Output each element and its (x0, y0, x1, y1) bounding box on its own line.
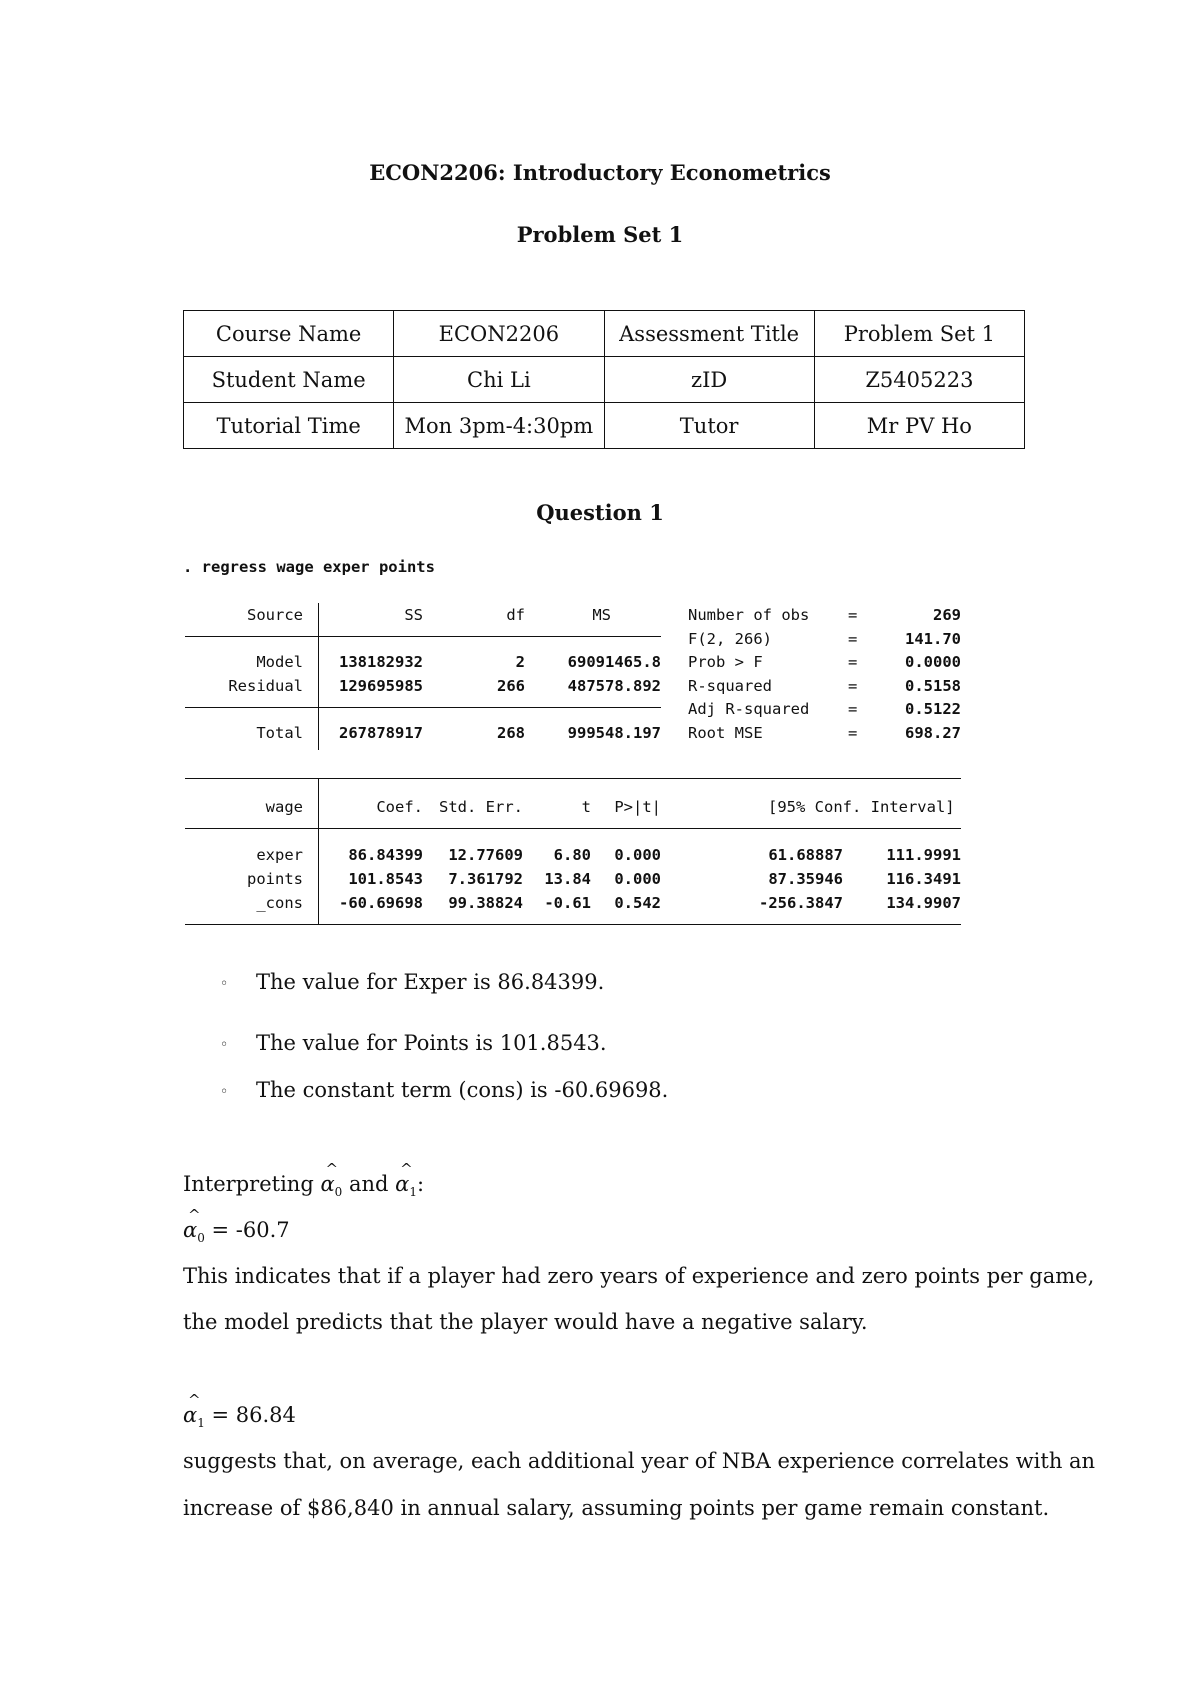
stat-label: Adj R-squared (688, 700, 810, 718)
coef-ci-high: 134.9907 (886, 894, 961, 912)
assessment-title-label: Assessment Title (604, 311, 814, 357)
stat-row (183, 653, 963, 675)
stat-row (183, 630, 963, 652)
coef-divider (318, 778, 319, 924)
coef-header-coef: Coef. (376, 798, 423, 816)
table-row (184, 403, 1025, 449)
anova-df: 2 (515, 653, 525, 671)
alpha1-symbol: ^ $\alpha_1$ (395, 1172, 417, 1199)
stat-label: F(2, 266) (688, 630, 772, 648)
tutor-value: Mr PV Ho (814, 403, 1024, 449)
anova-ss: 267878917 (339, 724, 423, 742)
coef-var: points (247, 870, 303, 888)
tutorial-time-value: Mon 3pm-4:30pm (394, 403, 604, 449)
alpha0-symbol: ^ $\alpha_0$ (320, 1172, 342, 1199)
alpha1-text-line1: suggests that, on average, each additional year of NBA experience correlates with an (183, 1449, 1096, 1473)
anova-df: 268 (497, 724, 525, 742)
stat-value: 141.70 (905, 630, 961, 648)
alpha0-text-line2: the model predicts that the player would have a negative salary. (183, 1310, 868, 1334)
anova-header-ms: MS (592, 606, 611, 624)
coef-p: 0.000 (614, 870, 661, 888)
stat-eq: = (848, 630, 858, 648)
coef-header-t: t (581, 798, 591, 816)
stat-value: 0.0000 (905, 653, 961, 671)
stat-value: 269 (933, 606, 961, 624)
zid-value: Z5405223 (814, 357, 1024, 403)
alpha0-equation (183, 1218, 290, 1245)
stat-value: 0.5158 (905, 677, 961, 695)
heading-mid: and (348, 1172, 389, 1196)
stat-value: 0.5122 (905, 700, 961, 718)
anova-source: Residual (228, 677, 303, 695)
interpretation-heading (183, 1172, 424, 1199)
stat-eq: = (848, 700, 858, 718)
question-title: Question 1 (536, 500, 664, 525)
alpha1-symbol: ^ $\alpha_1$ (183, 1403, 205, 1430)
anova-header-source: Source (247, 606, 303, 624)
coef-header-row (183, 798, 963, 820)
course-name-value: ECON2206 (394, 311, 604, 357)
anova-ms: 487578.892 (567, 677, 661, 695)
course-name-label: Course Name (184, 311, 394, 357)
coef-header-p: P>|t| (614, 798, 661, 816)
coef-ci-high: 111.9991 (886, 846, 961, 864)
anova-ss: 129695985 (339, 677, 423, 695)
coef-header-se: Std. Err. (439, 798, 523, 816)
table-row (183, 894, 963, 916)
anova-header-df: df (506, 606, 525, 624)
anova-ms: 999548.197 (567, 724, 661, 742)
stat-label: Prob > F (688, 653, 763, 671)
document-title: ECON2206: Introductory Econometrics (369, 160, 831, 185)
coef-t: 13.84 (544, 870, 591, 888)
coef-value: 86.84399 (348, 846, 423, 864)
bullet-icon: ◦ (220, 976, 229, 992)
alpha1-equation (183, 1403, 296, 1430)
alpha1-text-line2: increase of $86,840 in annual salary, assuming points per game remain constant. (183, 1496, 1050, 1520)
anova-header-ss: SS (404, 606, 423, 624)
coef-var: exper (256, 846, 303, 864)
coef-ci-low: 61.68887 (768, 846, 843, 864)
coef-ci-low: -256.3847 (759, 894, 843, 912)
coef-se: 12.77609 (448, 846, 523, 864)
anova-source: Total (256, 724, 303, 742)
coef-p: 0.542 (614, 894, 661, 912)
anova-ms: 69091465.8 (567, 653, 661, 671)
tutor-label: Tutor (604, 403, 814, 449)
bullet-text: The value for Points is 101.8543. (256, 1031, 607, 1055)
stat-label: Number of obs (688, 606, 810, 624)
coef-ci-low: 87.35946 (768, 870, 843, 888)
stat-eq: = (848, 653, 858, 671)
table-row (183, 870, 963, 892)
alpha0-text-line1: This indicates that if a player had zero years of experience and zero points per game, (183, 1264, 1095, 1288)
coef-p: 0.000 (614, 846, 661, 864)
coef-value: 101.8543 (348, 870, 423, 888)
anova-df: 266 (497, 677, 525, 695)
coef-t: 6.80 (553, 846, 591, 864)
anova-source: Model (256, 653, 303, 671)
table-row (183, 846, 963, 868)
student-name-value: Chi Li (394, 357, 604, 403)
stat-eq: = (848, 606, 858, 624)
heading-pre: Interpreting (183, 1172, 314, 1196)
table-row (184, 311, 1025, 357)
stat-value: 698.27 (905, 724, 961, 742)
stata-command: . regress wage exper points (183, 558, 435, 576)
alpha0-value: = -60.7 (204, 1218, 290, 1242)
stat-row (183, 700, 963, 722)
coef-se: 7.361792 (448, 870, 523, 888)
coef-bottom-rule (185, 924, 961, 925)
tutorial-time-label: Tutorial Time (184, 403, 394, 449)
stat-eq: = (848, 677, 858, 695)
zid-label: zID (604, 357, 814, 403)
stat-eq: = (848, 724, 858, 742)
stat-row (183, 724, 963, 746)
coef-header-ci: [95% Conf. Interval] (768, 798, 955, 816)
coef-top-rule (185, 778, 961, 779)
anova-ss: 138182932 (339, 653, 423, 671)
assessment-title-value: Problem Set 1 (814, 311, 1024, 357)
stat-row (183, 677, 963, 699)
coef-ci-high: 116.3491 (886, 870, 961, 888)
bullet-text: The constant term (cons) is -60.69698. (256, 1078, 669, 1102)
alpha0-symbol: ^ $\alpha_0$ (183, 1218, 205, 1245)
alpha1-value: = 86.84 (204, 1403, 296, 1427)
table-row (184, 357, 1025, 403)
coef-var: _cons (256, 894, 303, 912)
info-table (183, 310, 1025, 449)
coef-t: -0.61 (544, 894, 591, 912)
bullet-text: The value for Exper is 86.84399. (256, 970, 605, 994)
problem-set-title: Problem Set 1 (516, 222, 684, 247)
stat-label: Root MSE (688, 724, 763, 742)
coef-header-rule (185, 828, 961, 829)
coef-value: -60.69698 (339, 894, 423, 912)
stat-row (183, 606, 963, 628)
bullet-icon: ◦ (220, 1037, 229, 1053)
student-name-label: Student Name (184, 357, 394, 403)
coef-header-depvar: wage (265, 798, 303, 816)
heading-post: : (416, 1172, 425, 1196)
coef-se: 99.38824 (448, 894, 523, 912)
stat-label: R-squared (688, 677, 772, 695)
bullet-icon: ◦ (220, 1084, 229, 1100)
